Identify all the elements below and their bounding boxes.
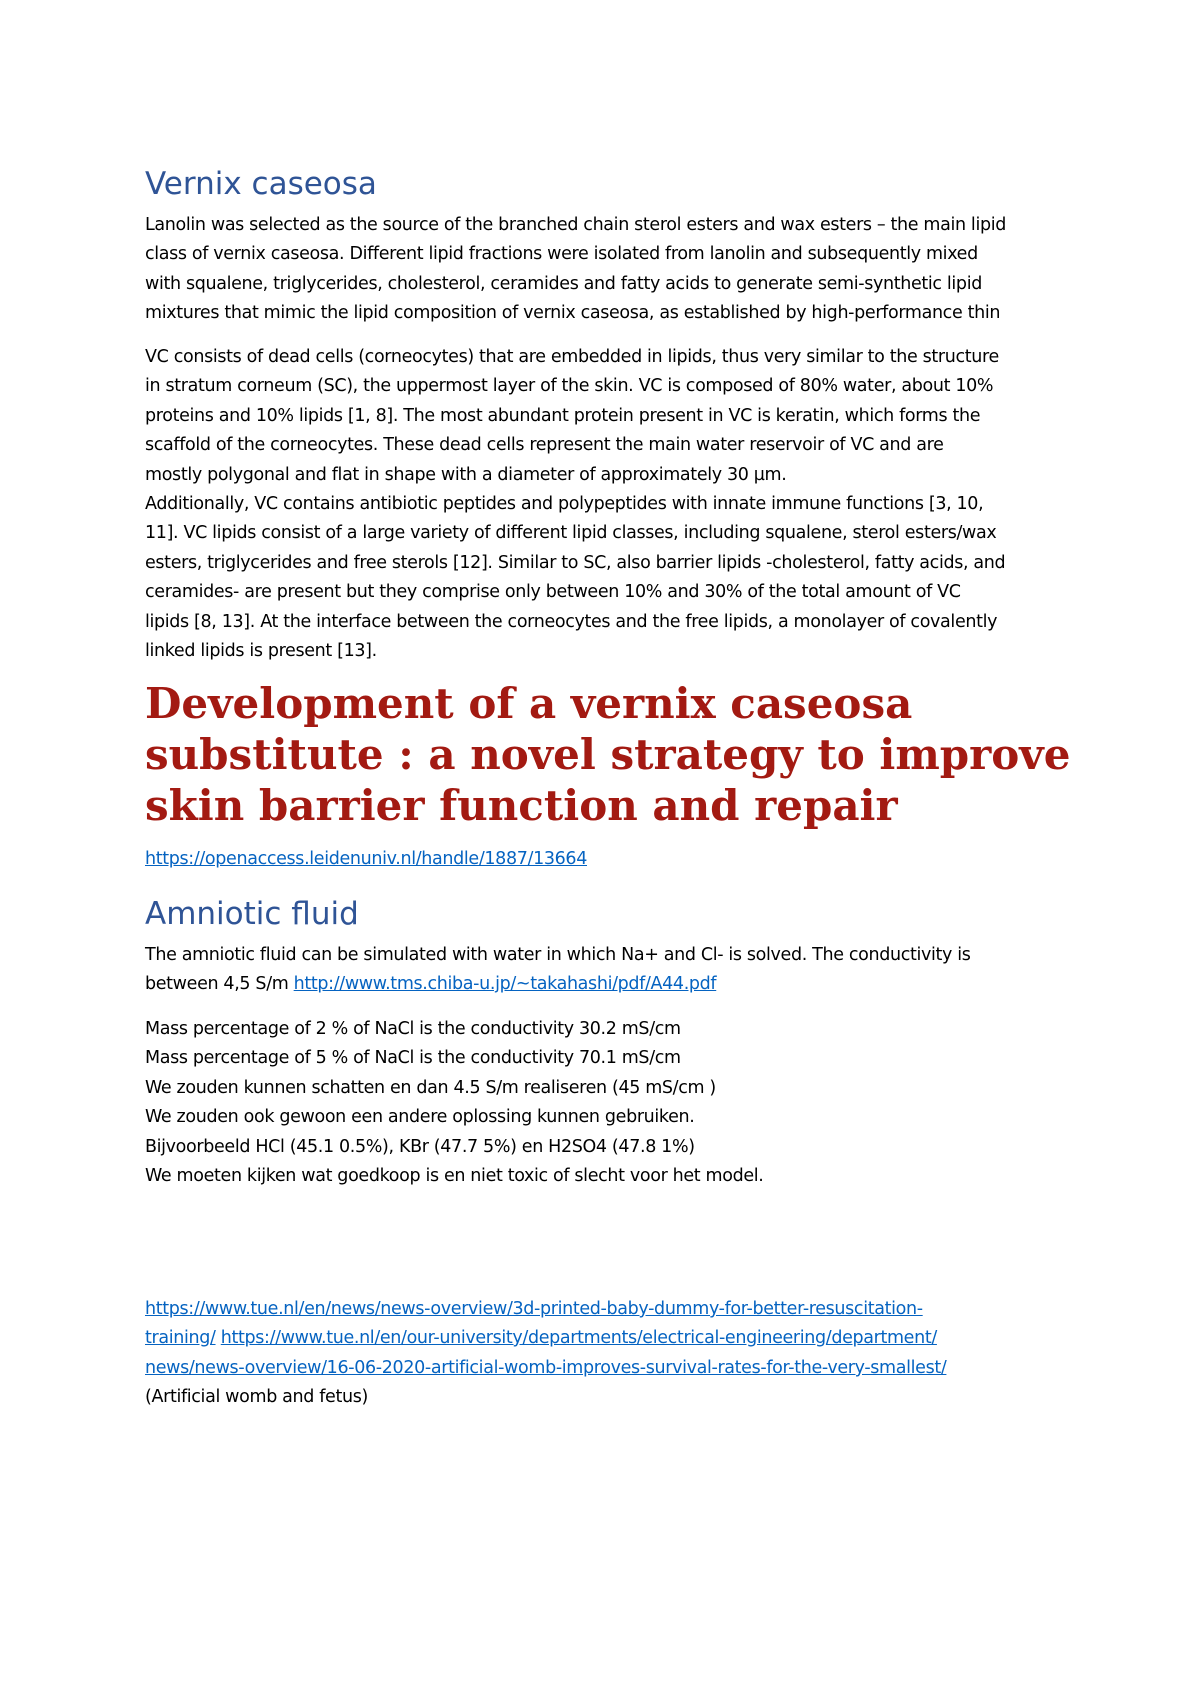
tue-baby-dummy-link-continued[interactable]: training/ bbox=[145, 1328, 216, 1348]
paragraph-line: Lanolin was selected as the source of the branched chain sterol esters and wax esters – the main lipid bbox=[145, 215, 1006, 235]
paragraph-line: The amniotic fluid can be simulated with water in which Na+ and Cl- is solved. The conductivity is bbox=[145, 945, 971, 965]
paragraph-line: mostly polygonal and flat in shape with a diameter of approximately 30 µm. bbox=[145, 465, 787, 485]
paragraph-line: 11]. VC lipids consist of a large variety of different lipid classes, including squalene, sterol esters/wax bbox=[145, 523, 997, 543]
document-page bbox=[145, 0, 1075, 1696]
article-title-line: skin barrier function and repair bbox=[145, 781, 898, 830]
note-line: Mass percentage of 5 % of NaCl is the conductivity 70.1 mS/cm bbox=[145, 1048, 681, 1068]
note-line: Mass percentage of 2 % of NaCl is the conductivity 30.2 mS/cm bbox=[145, 1019, 681, 1039]
paragraph-text: between 4,5 S/m bbox=[145, 974, 294, 994]
note-line: We zouden kunnen schatten en dan 4.5 S/m realiseren (45 mS/cm ) bbox=[145, 1078, 716, 1098]
paragraph-line: VC consists of dead cells (corneocytes) that are embedded in lipids, thus very similar to the structure bbox=[145, 347, 999, 367]
paragraph-line: scaffold of the corneocytes. These dead cells represent the main water reservoir of VC and are bbox=[145, 435, 944, 455]
paragraph-line: with squalene, triglycerides, cholesterol, ceramides and fatty acids to generate semi-synthetic lipid bbox=[145, 274, 982, 294]
tue-baby-dummy-link[interactable]: https://www.tue.nl/en/news/news-overview/3d-printed-baby-dummy-for-better-resuscitation- bbox=[145, 1299, 923, 1319]
paragraph-line bbox=[145, 974, 716, 994]
paragraph-line: esters, triglycerides and free sterols [12]. Similar to SC, also barrier lipids -cholesterol, fatty acids, and bbox=[145, 553, 1006, 573]
takahashi-pdf-link[interactable]: http://www.tms.chiba-u.jp/~takahashi/pdf/A44.pdf bbox=[293, 974, 717, 994]
paragraph-line: mixtures that mimic the lipid composition of vernix caseosa, as established by high-performance thin bbox=[145, 303, 1001, 323]
tue-artificial-womb-link[interactable]: https://www.tue.nl/en/our-university/departments/electrical-engineering/department/ bbox=[220, 1328, 937, 1348]
paragraph-line: class of vernix caseosa. Different lipid fractions were isolated from lanolin and subsequently mixed bbox=[145, 244, 978, 264]
reference-caption: (Artificial womb and fetus) bbox=[145, 1387, 368, 1407]
article-title-line: Development of a vernix caseosa bbox=[145, 679, 913, 728]
paragraph-line: linked lipids is present [13]. bbox=[145, 641, 377, 661]
note-line: We moeten kijken wat goedkoop is en niet toxic of slecht voor het model. bbox=[145, 1166, 764, 1186]
heading-amniotic-fluid: Amniotic fluid bbox=[145, 896, 359, 932]
heading-vernix-caseosa: Vernix caseosa bbox=[145, 166, 377, 202]
tue-artificial-womb-link-continued[interactable]: news/news-overview/16-06-2020-artificial-womb-improves-survival-rates-for-the-very-smallest/ bbox=[145, 1358, 947, 1378]
article-title-line: substitute : a novel strategy to improve bbox=[145, 730, 1071, 779]
paragraph-line: Additionally, VC contains antibiotic peptides and polypeptides with innate immune functions [3, 10, bbox=[145, 494, 984, 514]
leiden-openaccess-link[interactable]: https://openaccess.leidenuniv.nl/handle/1887/13664 bbox=[145, 849, 587, 869]
note-line: Bijvoorbeeld HCl (45.1 0.5%), KBr (47.7 5%) en H2SO4 (47.8 1%) bbox=[145, 1137, 695, 1157]
paragraph-line: proteins and 10% lipids [1, 8]. The most abundant protein present in VC is keratin, which forms the bbox=[145, 406, 981, 426]
paragraph-line: in stratum corneum (SC), the uppermost layer of the skin. VC is composed of 80% water, about 10% bbox=[145, 376, 994, 396]
reference-line bbox=[145, 1328, 937, 1348]
paragraph-line: ceramides- are present but they comprise only between 10% and 30% of the total amount of VC bbox=[145, 582, 961, 602]
paragraph-line: lipids [8, 13]. At the interface between the corneocytes and the free lipids, a monolayer of covalently bbox=[145, 612, 998, 632]
note-line: We zouden ook gewoon een andere oplossing kunnen gebruiken. bbox=[145, 1107, 695, 1127]
